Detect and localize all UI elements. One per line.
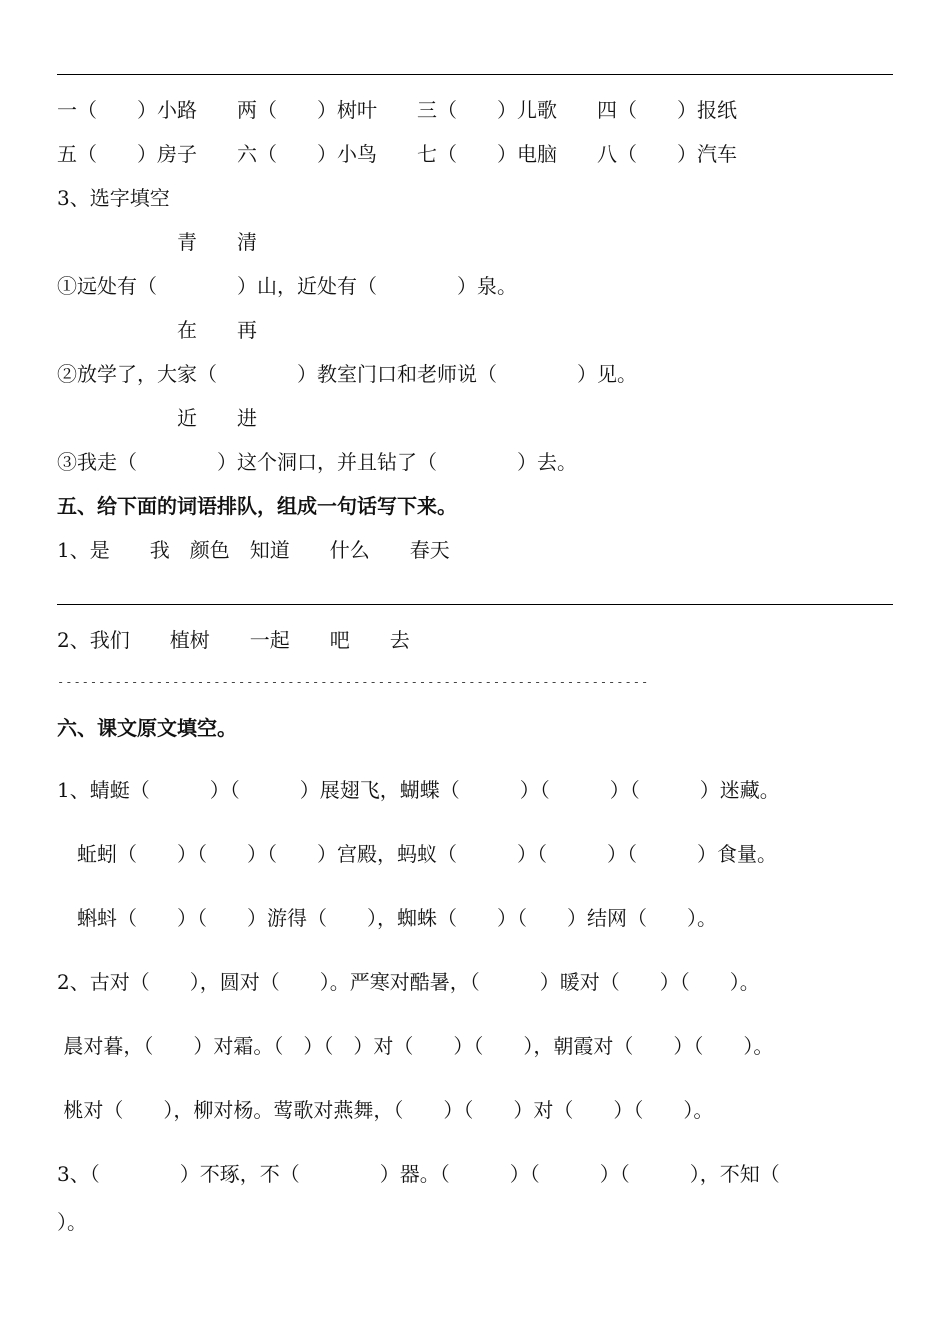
- choice-pair-3: 近 进: [57, 406, 257, 430]
- text-fill-1-line-1: 1、蜻蜓（ ）（ ）展翅飞，蝴蝶（ ）（ ）（ ）迷藏。: [57, 778, 780, 802]
- answer-rule-1: [57, 604, 893, 605]
- text-fill-2-line-2: 晨对暮，（ ）对霜。（ ）（ ）对（ ）（ ），朝霞对（ ）（ ）。: [57, 1034, 774, 1058]
- text-fill-2-line-1: 2、古对（ ），圆对（ ）。严寒对酷暑，（ ）暖对（ ）（ ）。: [57, 970, 760, 994]
- section-6-heading: 六、课文原文填空。: [57, 716, 237, 740]
- text-fill-3-line-1: 3、（ ）不琢，不（ ）器。（ ）（ ）（ ），不知（: [57, 1162, 780, 1186]
- text-fill-3-line-2: ）。: [57, 1210, 87, 1234]
- fill-sentence-2: ②放学了，大家（ ）教室门口和老师说（ ）见。: [57, 362, 637, 386]
- choice-pair-2: 在 再: [57, 318, 257, 342]
- dashed-answer-line: ------------------------------------------------------------------------: [57, 675, 650, 689]
- text-fill-2-line-3: 桃对（ ），柳对杨。莺歌对燕舞，（ ）（ ）对（ ）（ ）。: [57, 1098, 714, 1122]
- question-3-title: 3、选字填空: [57, 186, 170, 210]
- word-order-2: 2、我们 植树 一起 吧 去: [57, 628, 410, 652]
- measure-words-row-1: 一（ ）小路 两（ ）树叶 三（ ）儿歌 四（ ）报纸: [57, 98, 737, 122]
- word-order-1: 1、是 我 颜色 知道 什么 春天: [57, 538, 450, 562]
- fill-sentence-1: ①远处有（ ）山，近处有（ ）泉。: [57, 274, 517, 298]
- section-5-heading: 五、给下面的词语排队，组成一句话写下来。: [57, 494, 457, 518]
- measure-words-row-2: 五（ ）房子 六（ ）小鸟 七（ ）电脑 八（ ）汽车: [57, 142, 737, 166]
- text-fill-1-line-2: 蚯蚓（ ）（ ）（ ）宫殿，蚂蚁（ ）（ ）（ ）食量。: [57, 842, 777, 866]
- fill-sentence-3: ③我走（ ）这个洞口，并且钻了（ ）去。: [57, 450, 577, 474]
- top-rule: [57, 74, 893, 75]
- text-fill-1-line-3: 蝌蚪（ ）（ ）游得（ ），蜘蛛（ ）（ ）结网（ ）。: [57, 906, 717, 930]
- choice-pair-1: 青 清: [57, 230, 257, 254]
